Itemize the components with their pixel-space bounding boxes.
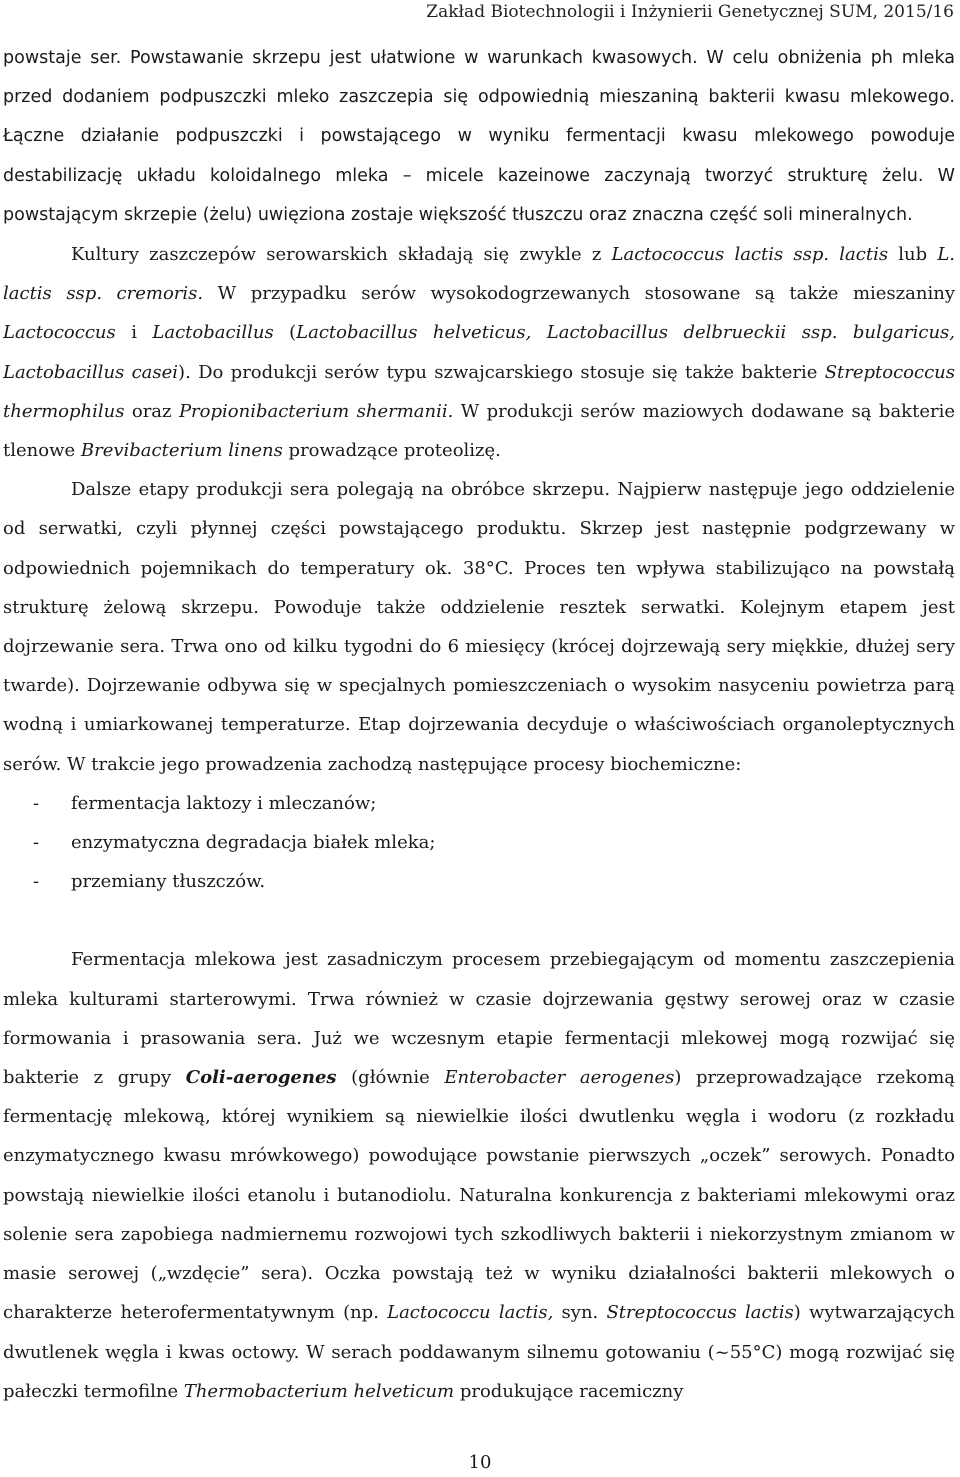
paragraph-gel-formation: powstaje ser. Powstawanie skrzepu jest ułatwione w warunkach kwasowych. W celu obniżenia ph mleka przed dodaniem podpuszczki mleko zaszczepia się odpowiednią mieszaniną bakterii kwasu mlekowego. Łączne działanie podpuszczki i powstającego w wyniku fermentacji kwasu mlekowego powoduje destabilizację układu koloidalnego mleka – micele kazeinowe zaczynają tworzyć strukturę żelu. W powstającym skrzepie (żelu) uwięziona zostaje większość tłuszczu oraz znaczna część soli mineralnych. — [3, 48, 955, 225]
list-marker: - — [33, 871, 40, 893]
paragraph-lactic-fermentation: Fermentacja mlekowa jest zasadniczym procesem przebiegającym od momentu zaszczepienia mleka kulturami starterowymi. Trwa również w czasie dojrzewania gęstwy serowej oraz w czasie formowania i prasowania sera. Już we wczesnym etapie fermentacji mlekowej mogą rozwijać się bakterie z grupy Coli-aerogenes (głównie Enterobacter aerogenes) przeprowadzające rzekomą fermentację mlekową, której wynikiem są niewielkie ilości dwutlenku węgla i wodoru (z rozkładu enzymatycznego kwasu mrówkowego) powodujące powstanie pierwszych „oczek” serowych. Ponadto powstają niewielkie ilości etanolu i butanodiolu. Naturalna konkurencja z bakteriami mlekowymi oraz solenie sera zapobiega nadmiernemu rozwojowi tych szkodliwych bakterii i niekorzystnym zmianom w masie serowej („wzdęcie” sera). Oczka powstają też w wyniku działalności bakterii mlekowych o charakterze heterofermentatywnym (np. Lactococcu lactis, syn. Streptococcus lactis) wytwarzających dwutlenek węgla i kwas octowy. W serach poddawanym silnemu gotowaniu (~55°C) mogą rozwijać się pałeczki termofilne Thermobacterium helveticum produkujące racemiczny — [3, 949, 956, 1402]
list-marker: - — [33, 792, 40, 814]
document-body — [3, 39, 955, 1411]
paragraph-starter-cultures: Kultury zaszczepów serowarskich składają się zwykle z Lactococcus lactis ssp. lactis lub L. lactis ssp. cremoris. W przypadku serów wysokodogrzewanych stosowane są także mieszaniny Lactococcus i Lactobacillus (Lactobacillus helveticus, Lactobacillus delbrueckii ssp. bulgaricus, Lactobacillus casei). Do produkcji serów typu szwajcarskiego stosuje się także bakterie Streptococcus thermophilus oraz Propionibacterium shermanii. W produkcji serów maziowych dodawane są bakterie tlenowe Brevibacterium linens prowadzące proteolizę. — [3, 244, 956, 462]
page-number: 10 — [468, 1452, 492, 1473]
list-item: - fermentacja laktozy i mleczanów; — [3, 784, 955, 823]
running-header: Zakład Biotechnologii i Inżynierii Genetycznej SUM, 2015/16 — [426, 2, 954, 22]
list-item: - enzymatyczna degradacja białek mleka; — [3, 823, 955, 862]
list-item: - przemiany tłuszczów. — [3, 862, 955, 901]
paragraph-curd-processing: Dalsze etapy produkcji sera polegają na obróbce skrzepu. Najpierw następuje jego oddzielenie od serwatki, czyli płynnej części powstającego produktu. Skrzep jest następnie podgrzewany w odpowiednich pojemnikach do temperatury ok. 38°C. Proces ten wpływa stabilizująco na powstałą strukturę żelową skrzepu. Powoduje także oddzielenie resztek serwatki. Kolejnym etapem jest dojrzewanie sera. Trwa ono od kilku tygodni do 6 miesięcy (krócej dojrzewają sery miękkie, dłużej sery twarde). Dojrzewanie odbywa się w specjalnych pomieszczeniach o wysokim nasyceniu powietrza parą wodną i umiarkowanej temperaturze. Etap dojrzewania decyduje o właściwościach organoleptycznych serów. W trakcie jego prowadzenia zachodzą następujące procesy biochemiczne: — [3, 479, 955, 775]
list-marker: - — [33, 832, 40, 854]
